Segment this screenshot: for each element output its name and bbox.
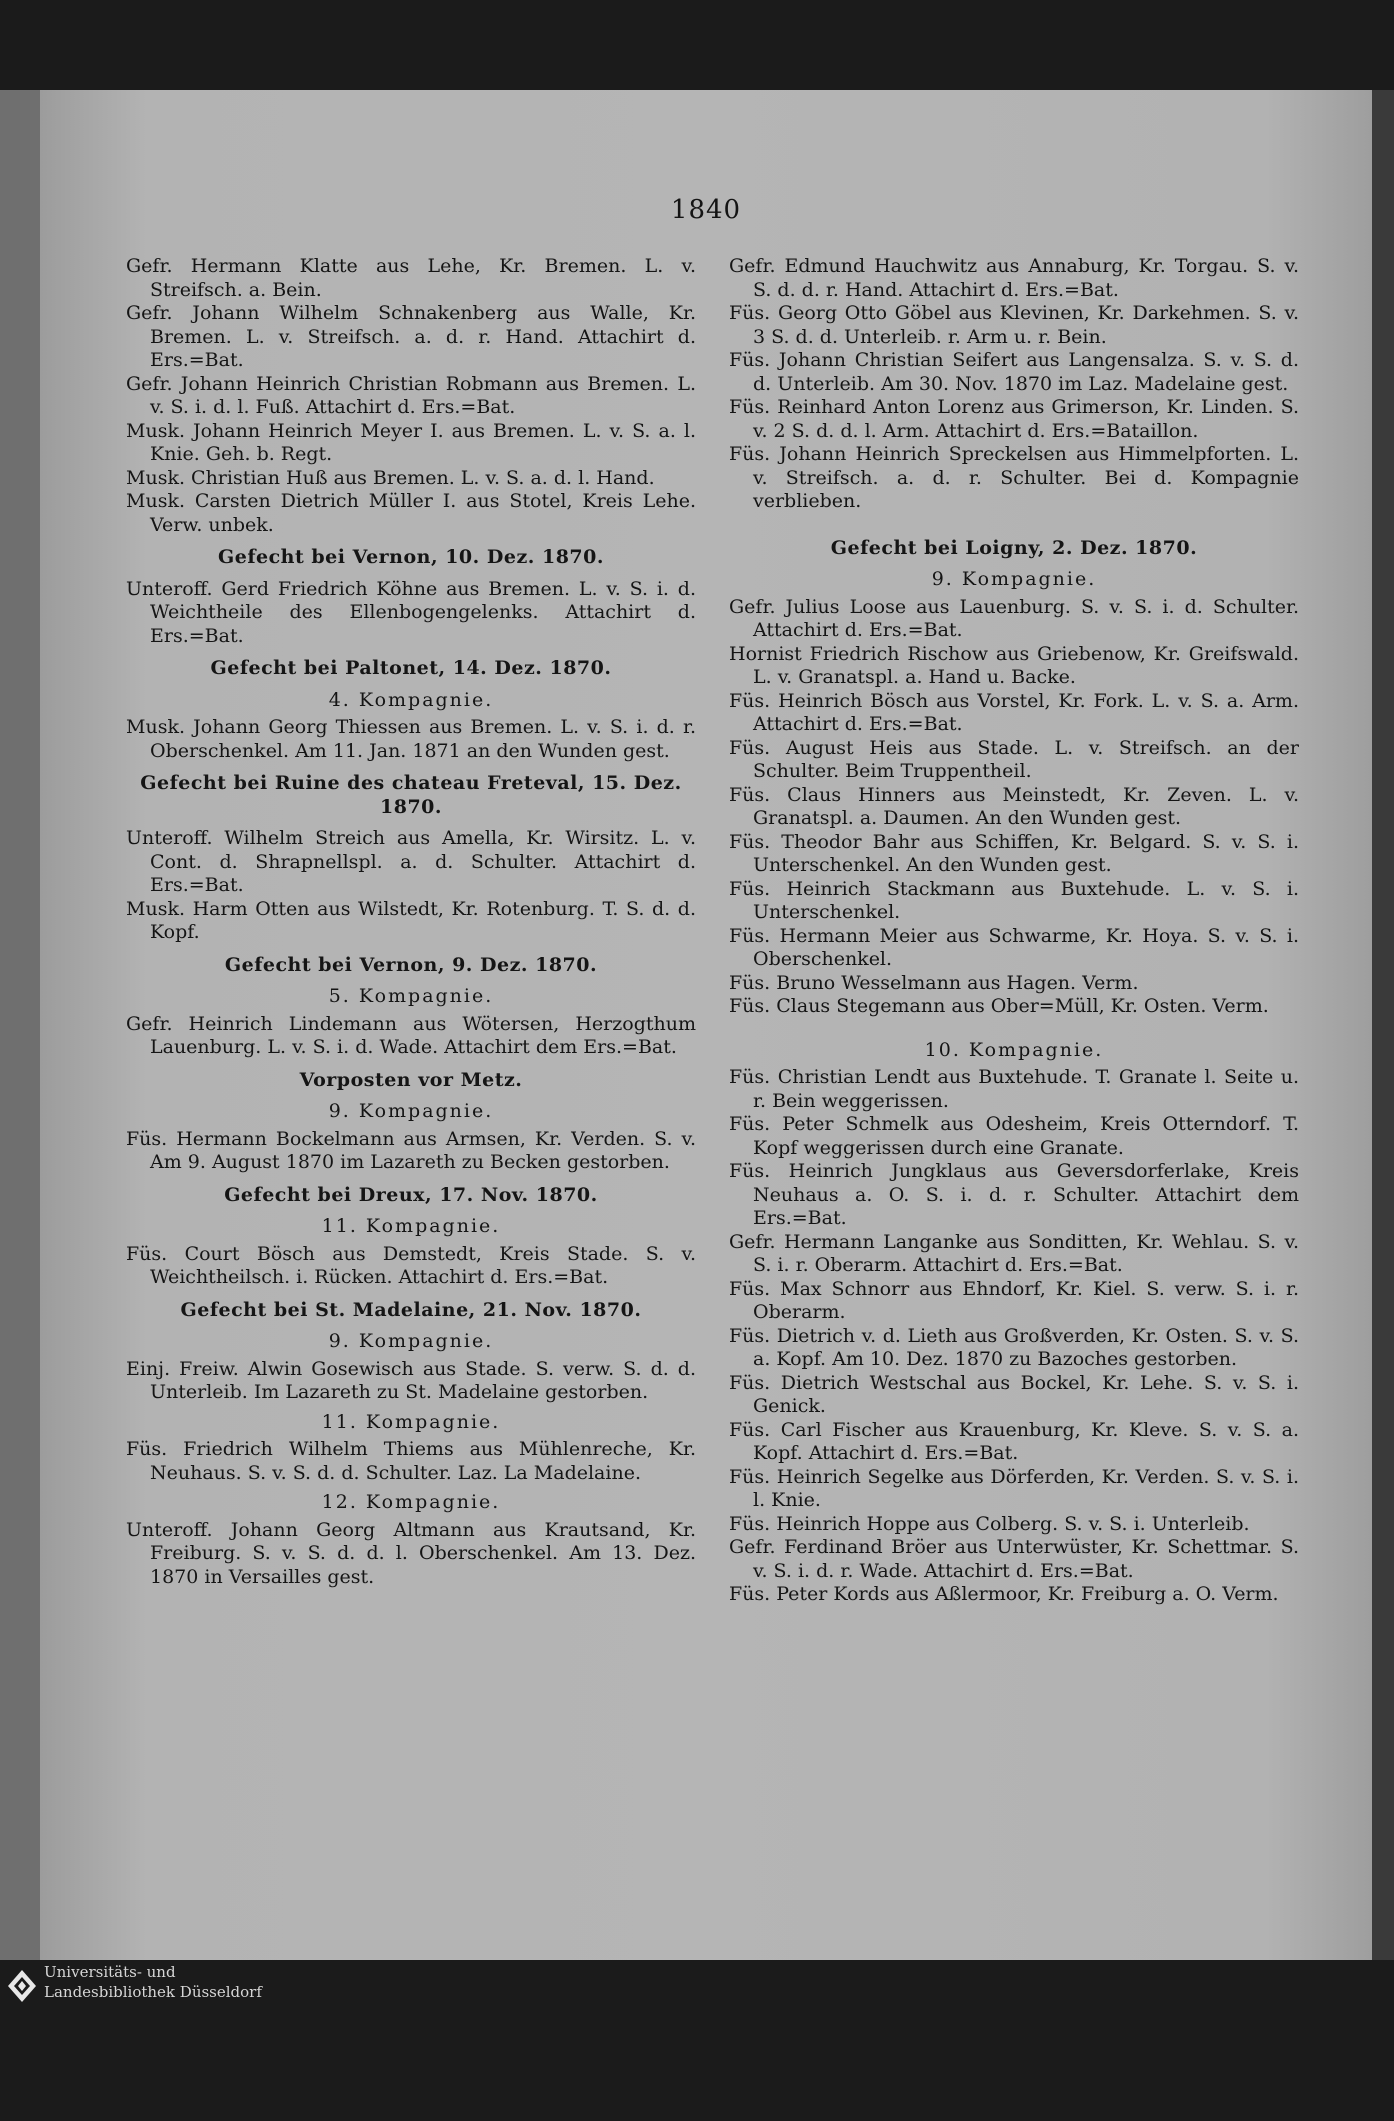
left-column [126,255,696,1589]
casualty-entry: Füs. Johann Heinrich Spreckelsen aus Himmelpforten. L. v. Streifsch. a. d. r. Schulter. Bei d. Kompagnie verblieben. [729,443,1299,512]
casualty-entry: Musk. Christian Huß aus Bremen. L. v. S. a. d. l. Hand. [126,466,655,489]
casualty-entry: Füs. Heinrich Stackmann aus Buxtehude. L. v. S. i. Unterschenkel. [729,877,1299,923]
casualty-entry: Füs. Max Schnorr aus Ehndorf, Kr. Kiel. S. verw. S. i. r. Oberarm. [729,1277,1299,1323]
battle-heading: Gefecht bei St. Madelaine, 21. Nov. 1870. [180,1298,642,1321]
casualty-entry: Füs. Hermann Meier aus Schwarme, Kr. Hoya. S. v. S. i. Oberschenkel. [729,924,1299,970]
casualty-entry: Füs. Christian Lendt aus Buxtehude. T. Granate l. Seite u. r. Bein weggerissen. [729,1066,1299,1112]
company-heading: 9. Kompagnie. [931,568,1097,590]
casualty-entry: Füs. Court Bösch aus Demstedt, Kreis Stade. S. v. Weichtheilsch. i. Rücken. Attachirt d. Ers.=Bat. [126,1242,696,1288]
casualty-entry: Füs. Peter Kords aus Aßlermoor, Kr. Freiburg a. O. Verm. [729,1583,1279,1605]
casualty-entry: Gefr. Hermann Langanke aus Sonditten, Kr. Wehlau. S. v. S. i. r. Oberarm. Attachirt d. Ers.=Bat. [729,1230,1299,1276]
battle-heading: Gefecht bei Loigny, 2. Dez. 1870. [830,536,1198,559]
spacer [729,1019,1299,1033]
casualty-entry: Gefr. Edmund Hauchwitz aus Annaburg, Kr. Torgau. S. v. S. d. d. r. Hand. Attachirt d. Ers.=Bat. [729,255,1299,301]
ulb-logo-icon [6,1966,38,2006]
casualty-entry: Musk. Johann Heinrich Meyer I. aus Bremen. L. v. S. a. l. Knie. Geh. b. Regt. [126,419,696,465]
casualty-entry: Musk. Carsten Dietrich Müller I. aus Stotel, Kreis Lehe. Verw. unbek. [126,490,696,536]
casualty-entry: Gefr. Hermann Klatte aus Lehe, Kr. Bremen. L. v. Streifsch. a. Bein. [126,255,696,301]
company-heading: 11. Kompagnie. [321,1215,501,1237]
casualty-entry: Gefr. Julius Loose aus Lauenburg. S. v. S. i. d. Schulter. Attachirt d. Ers.=Bat. [729,595,1299,641]
casualty-entry: Unteroff. Johann Georg Altmann aus Krautsand, Kr. Freiburg. S. v. S. d. d. l. Oberschenkel. Am 13. Dez. 1870 in Versailles gest. [126,1518,696,1588]
casualty-entry: Füs. Heinrich Hoppe aus Colberg. S. v. S. i. Unterleib. [729,1512,1250,1535]
library-credit-line2: Landesbibliothek Düsseldorf [44,1983,262,2001]
casualty-entry: Unteroff. Wilhelm Streich aus Amella, Kr. Wirsitz. L. v. Cont. d. Shrapnellspl. a. d. Schulter. Attachirt d. Ers.=Bat. [126,827,696,896]
company-heading: 12. Kompagnie. [321,1491,501,1513]
company-heading: 4. Kompagnie. [328,688,494,711]
company-heading: 10. Kompagnie. [924,1038,1104,1061]
casualty-entry: Füs. Carl Fischer aus Krauenburg, Kr. Kleve. S. v. S. a. Kopf. Attachirt d. Ers.=Bat. [729,1418,1299,1464]
casualty-entry: Füs. Dietrich Westschal aus Bockel, Kr. Lehe. S. v. S. i. Genick. [729,1371,1299,1417]
company-heading: 5. Kompagnie. [328,985,494,1007]
casualty-entry: Füs. Reinhard Anton Lorenz aus Grimerson, Kr. Linden. S. v. 2 S. d. d. l. Arm. Attachirt d. Ers.=Bataillon. [729,396,1299,442]
battle-heading: Gefecht bei Ruine des chateau Freteval, 15. Dez. 1870. [140,772,682,818]
casualty-entry: Einj. Freiw. Alwin Gosewisch aus Stade. S. verw. S. d. d. Unterleib. Im Lazareth zu St. Madelaine gestorben. [126,1357,696,1403]
company-heading: 11. Kompagnie. [321,1410,501,1433]
battle-heading: Gefecht bei Dreux, 17. Nov. 1870. [224,1183,598,1206]
spacer [729,514,1299,528]
casualty-entry: Füs. August Heis aus Stade. L. v. Streifsch. an der Schulter. Beim Truppentheil. [729,736,1299,782]
casualty-entry: Gefr. Johann Wilhelm Schnakenberg aus Walle, Kr. Bremen. L. v. Streifsch. a. d. r. Hand. Attachirt d. Ers.=Bat. [126,302,696,371]
casualty-entry: Füs. Georg Otto Göbel aus Klevinen, Kr. Darkehmen. S. v. 3 S. d. d. Unterleib. r. Arm u. r. Bein. [729,302,1299,348]
casualty-entry: Musk. Johann Georg Thiessen aus Bremen. L. v. S. i. d. r. Oberschenkel. Am 11. Jan. 1871 an den Wunden gest. [126,716,696,762]
scan-edge-left [0,90,40,1960]
library-credit-line1: Universitäts- und [44,1963,176,1981]
right-column [729,255,1299,1607]
casualty-entry: Füs. Friedrich Wilhelm Thiems aus Mühlenreche, Kr. Neuhaus. S. v. S. d. d. Schulter. Laz. La Madelaine. [126,1438,696,1484]
casualty-entry: Füs. Peter Schmelk aus Odesheim, Kreis Otterndorf. T. Kopf weggerissen durch eine Granate. [729,1113,1299,1159]
casualty-entry: Unteroff. Gerd Friedrich Köhne aus Bremen. L. v. S. i. d. Weichtheile des Ellenbogengelenks. Attachirt d. Ers.=Bat. [126,577,696,647]
casualty-entry: Hornist Friedrich Rischow aus Griebenow, Kr. Greifswald. L. v. Granatspl. a. Hand u. Backe. [729,642,1299,688]
casualty-entry: Musk. Harm Otten aus Wilstedt, Kr. Rotenburg. T. S. d. d. Kopf. [126,897,696,943]
book-page [40,90,1372,1960]
casualty-entry: Füs. Hermann Bockelmann aus Armsen, Kr. Verden. S. v. Am 9. August 1870 im Lazareth zu Becken gestorben. [126,1127,696,1173]
casualty-entry: Füs. Bruno Wesselmann aus Hagen. Verm. [729,971,1139,994]
company-heading: 9. Kompagnie. [328,1330,494,1352]
casualty-entry: Gefr. Heinrich Lindemann aus Wötersen, Herzogthum Lauenburg. L. v. S. i. d. Wade. Attachirt dem Ers.=Bat. [126,1012,696,1058]
battle-heading: Gefecht bei Vernon, 9. Dez. 1870. [224,953,598,976]
casualty-entry: Gefr. Ferdinand Bröer aus Unterwüster, Kr. Schettmar. S. v. S. i. d. r. Wade. Attachirt d. Ers.=Bat. [729,1536,1299,1582]
casualty-entry: Füs. Theodor Bahr aus Schiffen, Kr. Belgard. S. v. S. i. Unterschenkel. An den Wunden gest. [729,830,1299,876]
casualty-entry: Füs. Claus Stegemann aus Ober=Müll, Kr. Osten. Verm. [729,995,1269,1017]
page-number: 1840 [670,195,742,225]
library-credit [44,1962,262,2002]
battle-heading: Gefecht bei Paltonet, 14. Dez. 1870. [210,657,612,679]
casualty-entry: Füs. Heinrich Segelke aus Dörferden, Kr. Verden. S. v. S. i. l. Knie. [729,1465,1299,1511]
casualty-entry: Gefr. Johann Heinrich Christian Robmann aus Bremen. L. v. S. i. d. l. Fuß. Attachirt d. Ers.=Bat. [126,372,696,418]
scan-edge-right [1372,90,1394,1960]
casualty-entry: Füs. Heinrich Bösch aus Vorstel, Kr. Fork. L. v. S. a. Arm. Attachirt d. Ers.=Bat. [729,689,1299,735]
casualty-entry: Füs. Dietrich v. d. Lieth aus Großverden, Kr. Osten. S. v. S. a. Kopf. Am 10. Dez. 1870 zu Bazoches gestorben. [729,1324,1299,1370]
company-heading: 9. Kompagnie. [328,1100,494,1122]
battle-heading: Vorposten vor Metz. [299,1068,523,1091]
casualty-entry: Füs. Claus Hinners aus Meinstedt, Kr. Zeven. L. v. Granatspl. a. Daumen. An den Wunden gest. [729,783,1299,829]
casualty-entry: Füs. Johann Christian Seifert aus Langensalza. S. v. S. d. d. Unterleib. Am 30. Nov. 1870 im Laz. Madelaine gest. [729,349,1299,395]
battle-heading: Gefecht bei Vernon, 10. Dez. 1870. [218,546,604,568]
casualty-entry: Füs. Heinrich Jungklaus aus Geversdorferlake, Kreis Neuhaus a. O. S. i. d. r. Schulter. Attachirt dem Ers.=Bat. [729,1160,1299,1229]
